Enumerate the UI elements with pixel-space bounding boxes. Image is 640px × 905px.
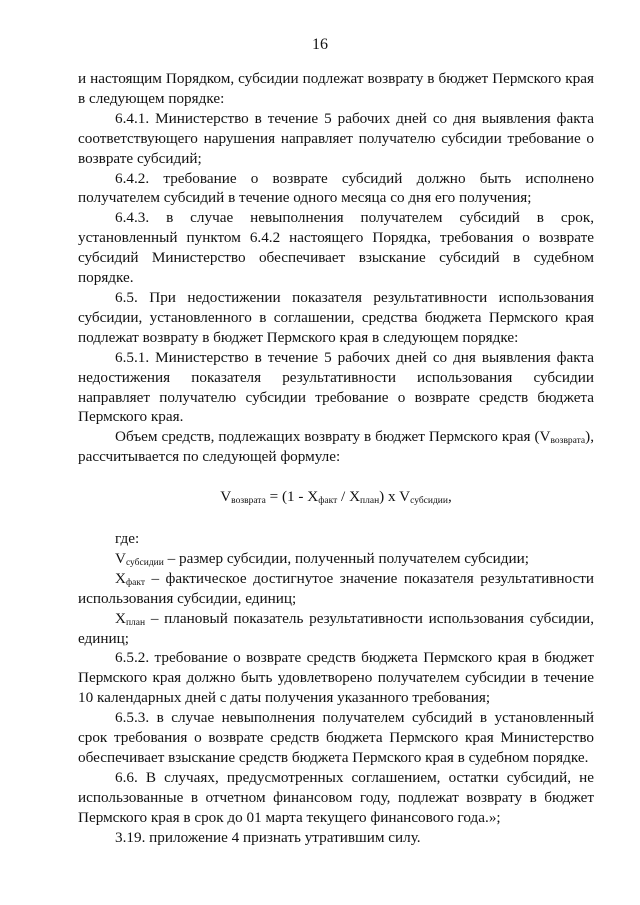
definition-subscript: план: [125, 617, 146, 628]
definition-text: – фактическое достигнутое значение показателя результативности использования субсидии, единиц;: [78, 569, 594, 607]
definition-v-subsidy: [78, 549, 594, 569]
formula-v-subsidy-subscript: субсидии: [410, 496, 448, 507]
paragraph-6-5-1: 6.5.1. Министерство в течение 5 рабочих дней со дня выявления факта недостижения показателя результативности использования субсидии направляет получателю субсидии требование о возврате средств бюджета Пермского края.: [78, 348, 594, 426]
formula-x-plan-subscript: план: [360, 496, 380, 507]
where-label: где:: [115, 530, 140, 548]
paragraph-3-19: 3.19. приложение 4 признать утратившим силу.: [115, 828, 421, 846]
page-number: 16: [312, 36, 328, 53]
formula: [78, 487, 594, 507]
formula-middle: = (1 - X: [265, 488, 319, 506]
formula-v-subscript: возврата: [231, 496, 266, 507]
definition-symbol: X: [115, 569, 126, 587]
paragraph-6-4-2: 6.4.2. требование о возврате субсидий должно быть исполнено получателем субсидий в течение одного месяца со дня его получения;: [78, 169, 594, 207]
paragraph-6-5-3: 6.5.3. в случае невыполнения получателем субсидий в установленный срок требования о возврате средств бюджета Пермского края Министерство обеспечивает взыскание средств бюджета Пермского края в судебном порядке.: [78, 709, 594, 766]
definition-x-fact: [78, 569, 594, 609]
definition-text: – плановый показатель результативности использования субсидии, единиц;: [78, 609, 594, 647]
formula-intro-subscript: возврата: [550, 436, 586, 447]
paragraph-continuation: и настоящим Порядком, субсидии подлежат возврату в бюджет Пермского края в следующем порядке:: [78, 70, 594, 107]
paragraph-6-4-1: 6.4.1. Министерство в течение 5 рабочих дней со дня выявления факта соответствующего нарушения направляет получателю субсидии требование о возврате субсидий;: [78, 109, 594, 167]
definition-subscript: факт: [125, 577, 145, 588]
paragraph-formula-intro: [78, 427, 594, 467]
definition-symbol: V: [115, 549, 126, 567]
definition-text: – размер субсидии, полученный получателем субсидии;: [163, 549, 529, 567]
paragraph-6-4-3: 6.4.3. в случае невыполнения получателем субсидий в срок, установленный пунктом 6.4.2 настоящего Порядка, требования о возврате субсидий Министерство обеспечивает взыскание субсидий в судебном порядке.: [78, 209, 594, 287]
definition-subscript: субсидии: [125, 557, 164, 568]
definition-symbol: X: [115, 609, 126, 627]
formula-slash: / X: [337, 488, 361, 506]
formula-end: ,: [447, 488, 452, 506]
formula-tail: ) x V: [379, 488, 411, 506]
formula-intro-text-b: ), рассчитывается по следующей формуле:: [78, 428, 594, 466]
paragraph-6-5: 6.5. При недостижении показателя результативности использования субсидии, установленного в соглашении, средства бюджета Пермского края подлежат возврату в бюджет Пермского края в следующем порядке:: [78, 288, 594, 346]
paragraph-6-5-2: 6.5.2. требование о возврате средств бюджета Пермского края в бюджет Пермского края должно быть удовлетворено получателем субсидии в течение 10 календарных дней с даты получения указанного требования;: [78, 649, 594, 707]
formula-intro-text-a: Объем средств, подлежащих возврату в бюджет Пермского края (V: [115, 428, 551, 446]
paragraph-6-6: 6.6. В случаях, предусмотренных соглашением, остатки субсидий, не использованные в отчетном финансовом году, подлежат возврату в бюджет Пермского края в срок до 01 марта текущего финансового года.»;: [78, 768, 594, 826]
formula-v: V: [220, 488, 232, 506]
definition-x-plan: [78, 609, 594, 649]
document-body: [78, 69, 594, 848]
formula-x-fact-subscript: факт: [318, 496, 338, 507]
